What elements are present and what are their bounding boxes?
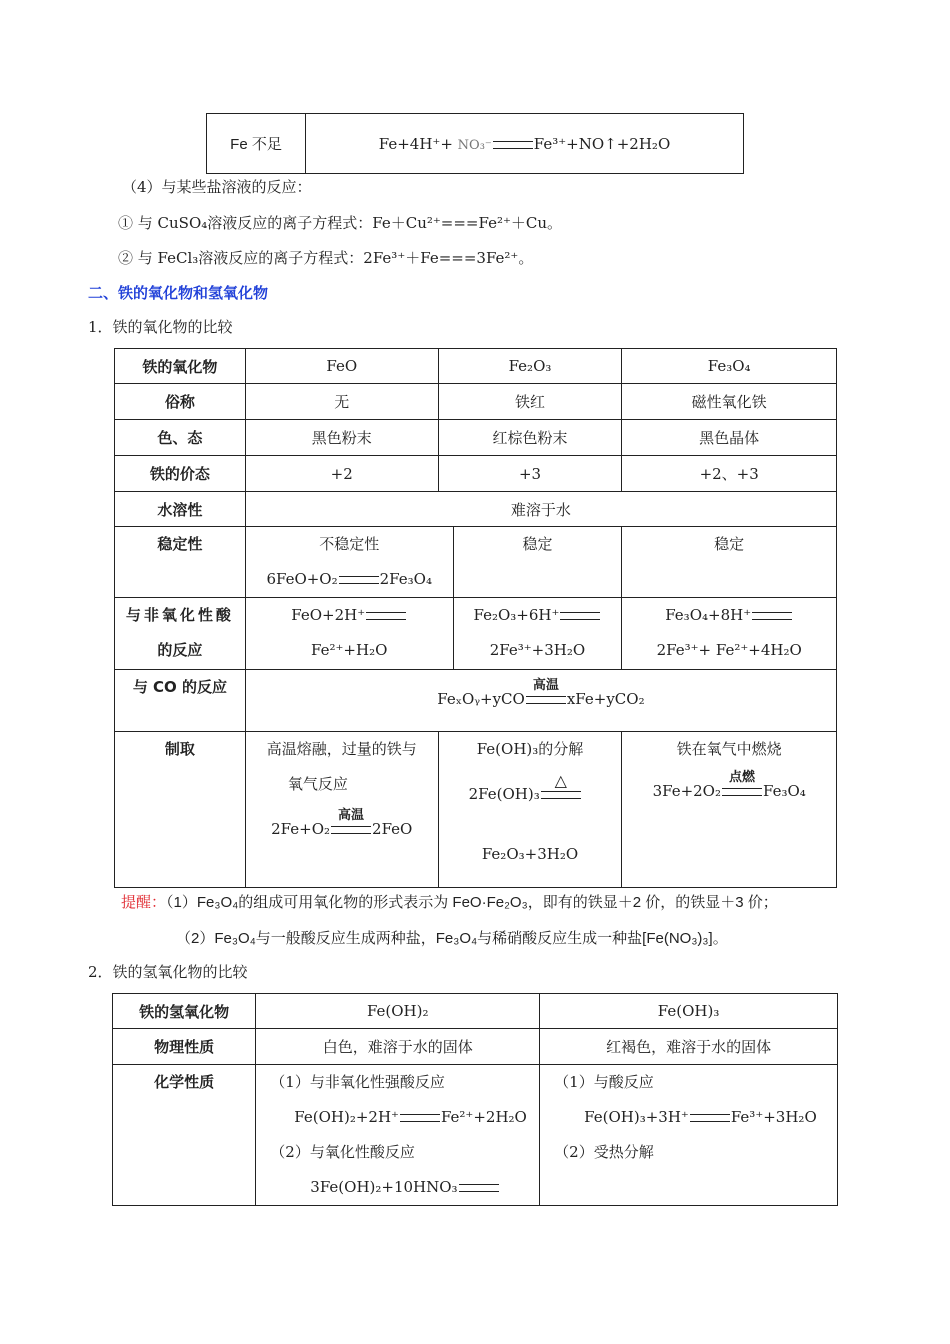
equals-sign — [400, 1114, 440, 1122]
text: 不稳定性 — [319, 535, 380, 553]
cell: 铁红 — [438, 384, 622, 420]
equation — [246, 562, 453, 597]
cell: 黑色粉末 — [245, 420, 438, 456]
chem-feoh3 — [540, 1065, 838, 1206]
prep-fe3o4 — [622, 732, 837, 888]
row-label-chemical — [113, 1065, 256, 1206]
co-equation — [245, 670, 836, 732]
row-label-co — [115, 670, 246, 732]
section4-item2 — [118, 247, 533, 268]
stability-fe3o4 — [622, 527, 837, 598]
eq-right: Fe³⁺+3H₂O — [730, 1108, 817, 1126]
label-1: 与非氧化性酸 — [125, 606, 234, 624]
eq-right: Fe³⁺+NO↑+2H₂O — [533, 134, 671, 153]
equals-sign — [526, 678, 566, 704]
text-2: （2）与氧化性酸反应 — [270, 1143, 415, 1161]
equals-sign — [493, 141, 533, 149]
oxides-header-fe2o3: Fe₂O₃ — [438, 349, 622, 384]
cell: 白色，难溶于水的固体 — [256, 1029, 540, 1065]
eq-left: Fe₂O₃+6H⁺ — [473, 606, 560, 624]
reminder-line-2: （2）Fe₃O₄与一般酸反应生成两种盐，Fe₃O₄与稀硝酸反应生成一种盐[Fe(NO₃)₃]。 — [176, 930, 728, 947]
text: 稳定 — [522, 535, 553, 553]
eq-left: FeₓOᵧ+yCO — [437, 690, 525, 708]
item1-prefix: ① 与 CuSO₄溶液反应的离子方程式： — [118, 214, 373, 232]
oxides-header-label: 铁的氧化物 — [115, 349, 246, 384]
label: 稳定性 — [157, 535, 203, 553]
text-1: （1）与非氧化性强酸反应 — [270, 1073, 445, 1091]
text: 稳定 — [714, 535, 745, 553]
text-1: （1）与酸反应 — [554, 1073, 654, 1091]
equals-sign — [331, 808, 371, 834]
row-label-stability — [115, 527, 246, 598]
cell: 难溶于水 — [245, 492, 836, 527]
eq-right: Fe²⁺+2H₂O — [440, 1108, 527, 1126]
item2-prefix: ② 与 FeCl₃溶液反应的离子方程式： — [118, 249, 364, 267]
eq-left: 3Fe+2O₂ — [652, 782, 721, 800]
equals-sign — [752, 612, 792, 620]
prep-fe2o3 — [438, 732, 622, 888]
hydroxides-header-feoh2: Fe(OH)₂ — [256, 994, 540, 1029]
condition: 高温 — [338, 808, 365, 823]
equation — [246, 808, 438, 847]
equals-sign — [366, 612, 406, 620]
eq-left: 2Fe(OH)₃ — [468, 785, 540, 803]
eq-left: Fe₃O₄+8H⁺ — [665, 606, 752, 624]
equation — [622, 770, 836, 809]
cell: 无 — [245, 384, 438, 420]
equals-sign — [690, 1114, 730, 1122]
label-2: 的反应 — [157, 641, 203, 659]
text-1: 铁在氧气中燃烧 — [676, 740, 782, 758]
row-label-solubility: 水溶性 — [115, 492, 246, 527]
eq-right: xFe+yCO₂ — [566, 690, 645, 708]
row-label-valence: 铁的价态 — [115, 456, 246, 492]
cell: 磁性氧化铁 — [622, 384, 837, 420]
eq-left: 2Fe+O₂ — [271, 820, 331, 838]
cell: 红棕色粉末 — [438, 420, 622, 456]
oxides-header-fe3o4: Fe₃O₄ — [622, 349, 837, 384]
line-2: Fe²⁺+H₂O — [311, 641, 388, 659]
condition: 高温 — [532, 678, 559, 693]
equals-sign — [339, 576, 379, 584]
row-label-preparation — [115, 732, 246, 888]
section4-title: （4）与某些盐溶液的反应： — [122, 178, 312, 196]
eq-right: Fe₃O₄ — [763, 782, 806, 800]
label: 制取 — [164, 740, 195, 758]
section-heading: 二、铁的氧化物和氢氧化物 — [88, 284, 269, 302]
reminder-line-1 — [121, 891, 778, 912]
text-2: 氧气反应 — [287, 775, 348, 793]
top-table — [206, 113, 744, 174]
subheading-hydroxides: 2．铁的氢氧化物的比较 — [88, 963, 248, 981]
equals-sign — [560, 612, 600, 620]
section4-item1 — [118, 212, 562, 233]
row-label-color-state: 色、态 — [115, 420, 246, 456]
acid-fe3o4 — [622, 598, 837, 670]
label: 化学性质 — [154, 1073, 215, 1091]
top-table-label: Fe 不足 — [207, 114, 306, 174]
equation-2 — [256, 1170, 539, 1205]
eq-left: Fe(OH)₂+2H⁺ — [294, 1108, 399, 1126]
equation — [246, 678, 836, 717]
equals-sign — [459, 1184, 499, 1192]
top-table-equation — [306, 114, 744, 174]
cell: 黑色晶体 — [622, 420, 837, 456]
reminder-label: 提醒： — [121, 894, 167, 911]
equals-sign — [722, 770, 762, 796]
line-1 — [246, 598, 453, 633]
oxides-table — [114, 348, 837, 888]
stability-feo — [245, 527, 453, 598]
equation — [439, 771, 622, 812]
condition: △ — [554, 771, 567, 790]
eq-right: 2FeO — [372, 820, 413, 838]
subheading-oxides: 1．铁的氧化物的比较 — [88, 318, 233, 336]
row-label-acid — [115, 598, 246, 670]
line-2: 2Fe³⁺+3H₂O — [489, 641, 586, 659]
condition: 点燃 — [728, 770, 755, 785]
oxides-header-feo: FeO — [245, 349, 438, 384]
cell: +2、+3 — [622, 456, 837, 492]
reminder-text-1: （1）Fe₃O₄的组成可用氧化物的形式表示为 FeO·Fe₂O₃，即有的铁显＋2 价，的铁显＋3 价； — [166, 894, 778, 911]
line-1 — [622, 598, 836, 633]
cell: +2 — [245, 456, 438, 492]
eq-left: Fe(OH)₃+3H⁺ — [584, 1108, 689, 1126]
eq-nitrate: NO₃⁻ — [457, 137, 492, 153]
acid-fe2o3 — [453, 598, 622, 670]
text-2: （2）受热分解 — [554, 1143, 654, 1161]
line-2: 2Fe³⁺+ Fe²⁺+4H₂O — [656, 641, 802, 659]
eq-left: Fe+4H⁺+ — [378, 134, 458, 153]
hydroxides-header-feoh3: Fe(OH)₃ — [540, 994, 838, 1029]
eq-left: FeO+2H⁺ — [291, 606, 366, 624]
line-1 — [454, 598, 622, 633]
row-label-physical: 物理性质 — [113, 1029, 256, 1065]
hydroxides-header-label: 铁的氢氧化物 — [113, 994, 256, 1029]
cell: 红褐色，难溶于水的固体 — [540, 1029, 838, 1065]
equals-sign — [541, 771, 581, 799]
eq-left: 3Fe(OH)₂+10HNO₃ — [310, 1178, 458, 1196]
text-1: Fe(OH)₃的分解 — [476, 740, 584, 758]
eq-left: 6FeO+O₂ — [266, 570, 338, 588]
row-label-common-name: 俗称 — [115, 384, 246, 420]
item1-eq: Fe＋Cu²⁺===Fe²⁺＋Cu。 — [372, 214, 563, 232]
chem-feoh2 — [256, 1065, 540, 1206]
text-1: 高温熔融，过量的铁与 — [266, 740, 417, 758]
acid-feo — [245, 598, 453, 670]
eq-right: Fe₂O₃+3H₂O — [481, 845, 579, 863]
equation-1 — [256, 1100, 539, 1135]
label: 与 CO 的反应 — [132, 678, 228, 696]
equation-1 — [540, 1100, 837, 1135]
stability-fe2o3 — [453, 527, 622, 598]
item2-eq: 2Fe³⁺＋Fe===3Fe²⁺。 — [363, 249, 534, 267]
prep-feo — [245, 732, 438, 888]
cell: +3 — [438, 456, 622, 492]
hydroxides-table — [112, 993, 838, 1206]
eq-right: 2Fe₃O₄ — [379, 570, 432, 588]
